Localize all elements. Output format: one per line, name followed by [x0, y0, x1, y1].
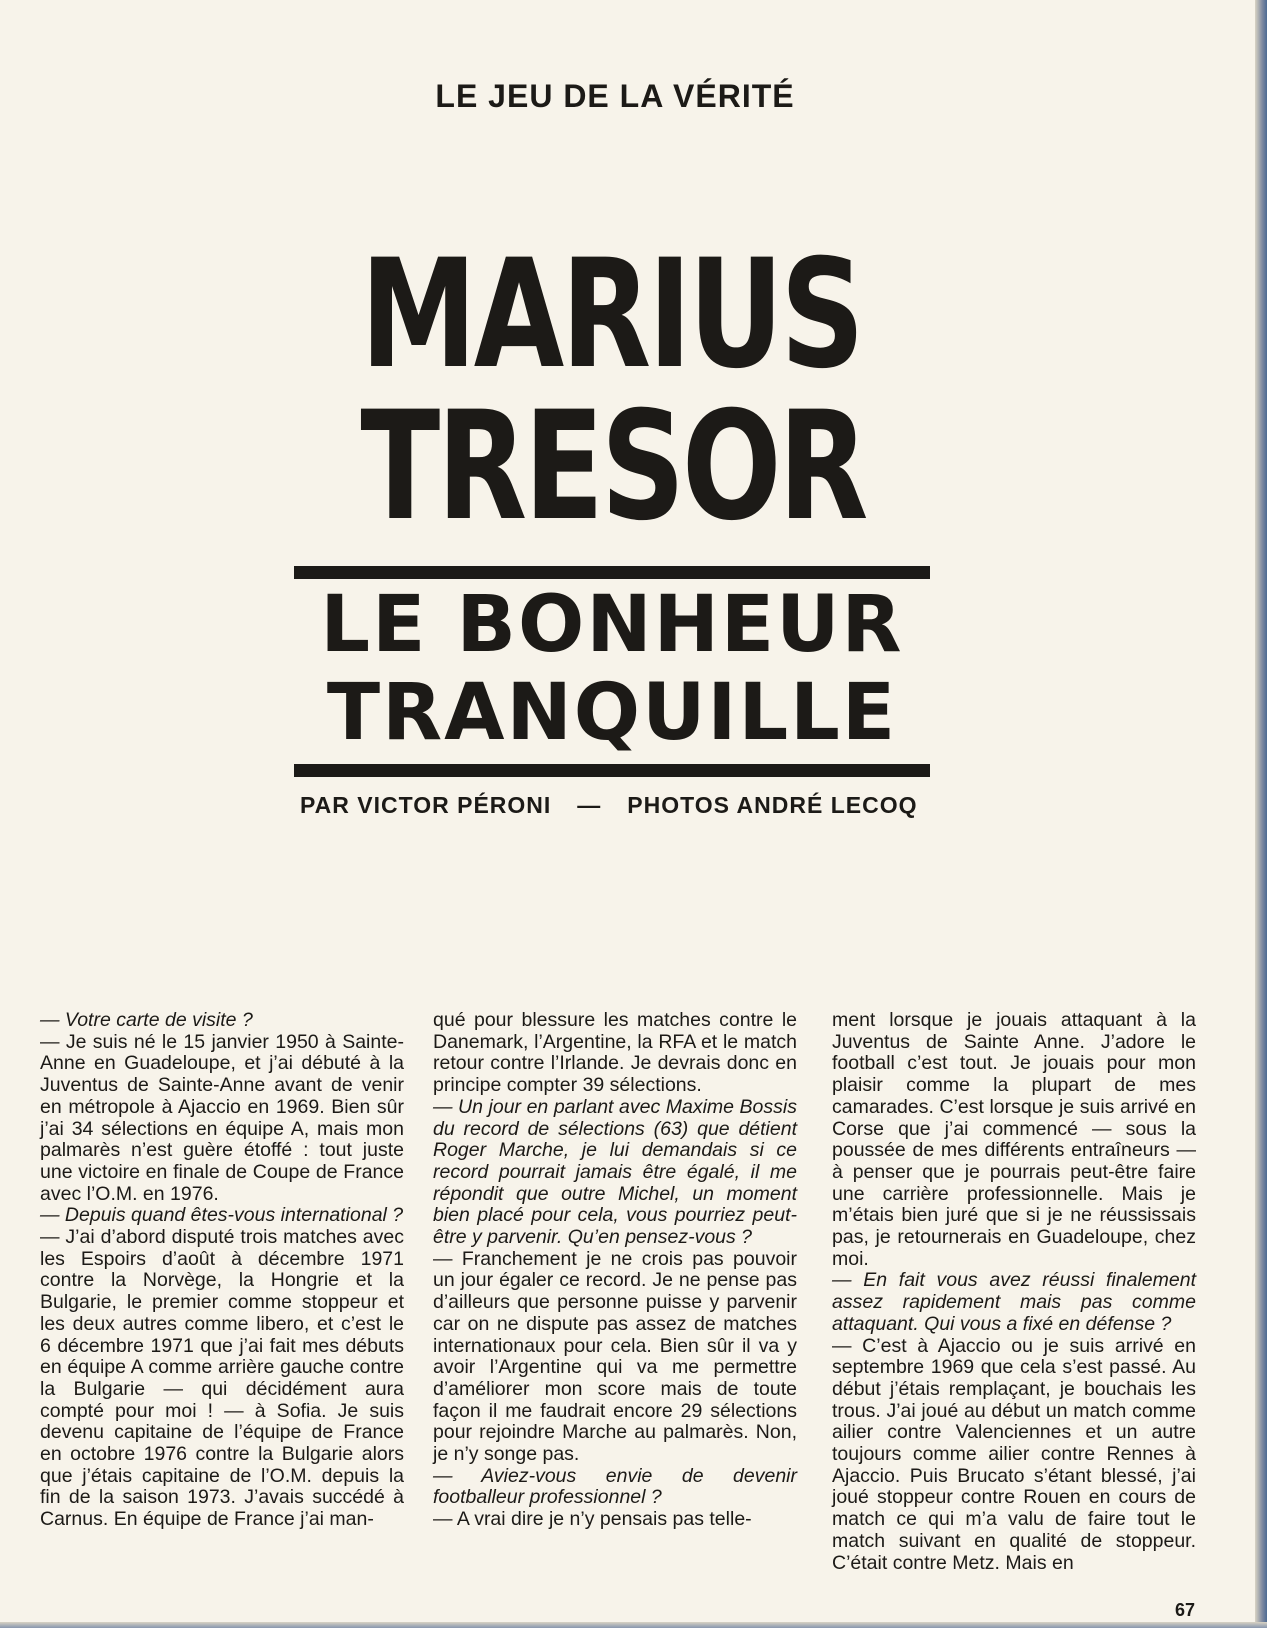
- article-column-3: [832, 1010, 1196, 1574]
- page-number: 67: [1175, 1600, 1196, 1620]
- interview-question: — Aviez-vous envie de devenir footballeur professionnel ?: [433, 1464, 797, 1509]
- headline-rule-top: [294, 566, 930, 579]
- headline-first-name: MARIUS: [360, 228, 862, 402]
- page-edge-right: [1255, 0, 1267, 1628]
- byline-author: PAR VICTOR PÉRONI: [300, 792, 552, 818]
- interview-question: — Depuis quand êtes-vous international ?: [40, 1204, 404, 1227]
- page-edge-bottom: [0, 1622, 1267, 1628]
- article-column-2: [433, 1010, 797, 1531]
- byline-photos: PHOTOS ANDRÉ LECOQ: [627, 792, 918, 818]
- headline-rule-bottom: [294, 764, 930, 777]
- interview-question: — Un jour en parlant avec Maxime Bossis du record de sélections (63) que détient Roger Marche, je lui demandais si ce record pourrait jamais être égalé, il me répondit que outre Michel, un moment bien placé pour cela, vous pourriez peut-être y parvenir. Qu’en pensez-vous ?: [433, 1095, 797, 1249]
- subtitle-line-2: TRANQUILLE: [326, 668, 898, 758]
- subtitle-line-1: LE BONHEUR: [320, 580, 904, 670]
- interview-answer: qué pour blessure les matches contre le Danemark, l’Argentine, la RFA et le match retour contre l’Irlande. Je devrais donc en principe compter 39 sélections.: [433, 1009, 797, 1097]
- byline-separator: —: [577, 792, 602, 818]
- interview-answer: — C’est à Ajaccio ou je suis arrivé en septembre 1969 que cela s’est passé. Au début j’étais remplaçant, je bouchais les trous. J’ai joué au début un match comme ailier contre Valenciennes et un autre toujours comme ailier contre Rennes à Ajaccio. Puis Brucato s’étant blessé, j’ai joué stoppeur contre Rouen en cours de match ce qui m’a valu de faire tout le match suivant en qualité de stoppeur. C’était contre Metz. Mais en: [832, 1334, 1196, 1574]
- article-column-1: [40, 1010, 404, 1531]
- interview-answer: — A vrai dire je n’y pensais pas telle-: [433, 1508, 752, 1531]
- interview-answer: — J’ai d’abord disputé trois matches avec les Espoirs d’août à décembre 1971 contre la Norvège, la Hongrie et la Bulgarie, le premier comme stoppeur et les deux autres comme libero, et c’est le 6 décembre 1971 que j’ai fait mes débuts en équipe A comme arrière gauche contre la Bulgarie — qui décidément aura compté pour moi ! — à Sofia. Je suis devenu capitaine de l’équipe de France en octobre 1976 contre la Bulgarie alors que j’étais capitaine de l’O.M. depuis la fin de la saison 1973. J’avais succédé à Carnus. En équipe de France j’ai man-: [40, 1226, 404, 1531]
- interview-answer: — Je suis né le 15 janvier 1950 à Sainte-Anne en Guadeloupe, et j’ai débuté à la Juventus de Sainte-Anne avant de venir en métropole à Ajaccio en 1969. Bien sûr j’ai 34 sélections en équipe A, mais mon palmarès n’est guère étoffé : tout juste une victoire en finale de Coupe de France avec l’O.M. en 1976.: [40, 1030, 404, 1205]
- interview-answer: ment lorsque je jouais attaquant à la Juventus de Sainte Anne. J’adore le football c’est tout. Je jouais pour mon plaisir comme la plupart de mes camarades. C’est lorsque je suis arrivé en Corse que j’ai commencé — sous la poussée de mes différents entraîneurs — à penser que je pourrais peut-être faire une carrière professionnelle. Mais je m’étais bien juré que si je ne réussissais pas, je retournerais en Guadeloupe, chez moi.: [832, 1009, 1196, 1270]
- interview-question: — En fait vous avez réussi finalement assez rapidement mais pas comme attaquant. Qui vous a fixé en défense ?: [832, 1269, 1196, 1335]
- headline-last-name: TRESOR: [360, 380, 866, 554]
- section-rubric: LE JEU DE LA VÉRITÉ: [435, 78, 795, 114]
- byline: [300, 792, 940, 819]
- interview-answer: — Franchement je ne crois pas pouvoir un jour égaler ce record. Je ne pense pas d’ailleurs que personne puisse y parvenir car on ne dispute pas assez de matches internationaux pour cela. Bien sûr il va y avoir l’Argentine qui va me permettre d’améliorer mon score mais de toute façon il me faudrait encore 29 sélections pour rejoindre Marche au palmarès. Non, je n’y songe pas.: [433, 1247, 797, 1466]
- interview-question: — Votre carte de visite ?: [40, 1009, 253, 1031]
